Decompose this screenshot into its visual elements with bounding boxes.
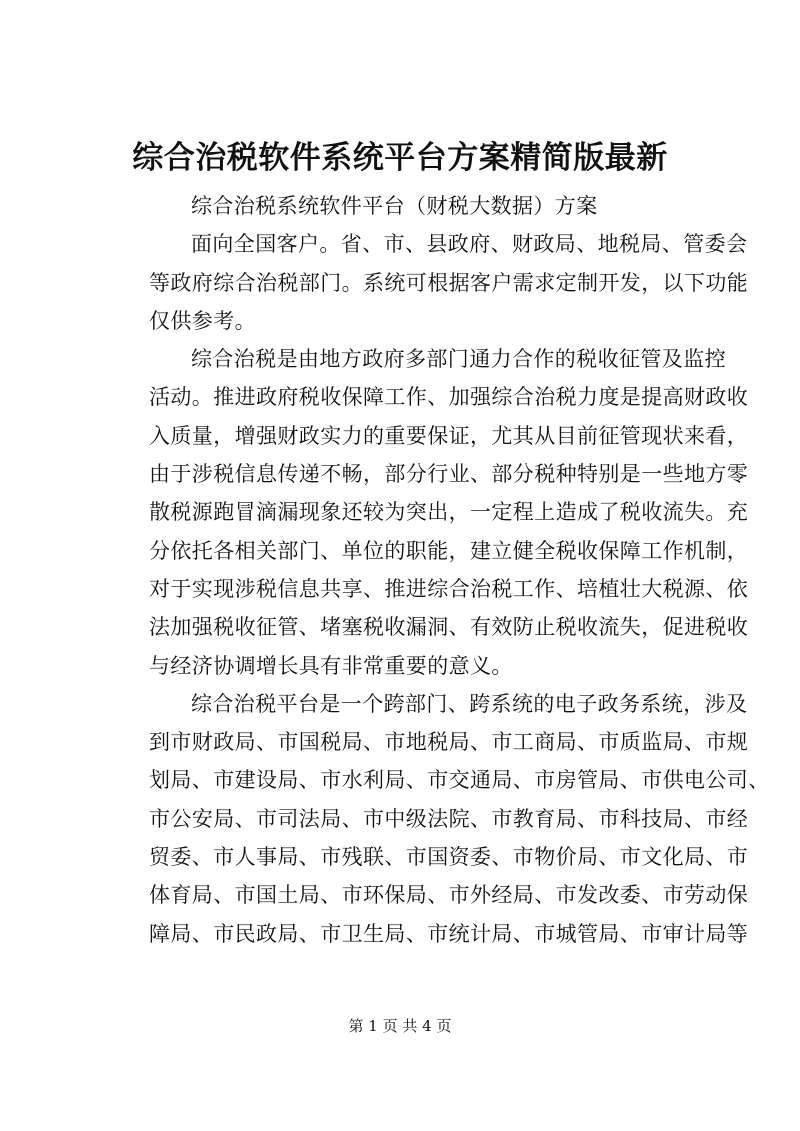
paragraph-line: 分依托各相关部门、单位的职能，建立健全税收保障工作机制， [149,538,749,563]
paragraph-line: 由于涉税信息传递不畅，部分行业、部分税种特别是一些地方零 [149,462,749,487]
paragraph-line: 面向全国客户。省、市、县政府、财政局、地税局、管委会 [191,232,748,257]
paragraph-line: 入质量，增强财政实力的重要保证，尤其从目前征管现状来看， [149,423,749,448]
paragraph-line: 综合治税系统软件平台（财税大数据）方案 [191,194,598,218]
paragraph-line: 障局、市民政局、市卫生局、市统计局、市城管局、市审计局等 [149,921,749,946]
document-title: 综合治税软件系统平台方案精简版最新 [132,140,668,176]
paragraph-line: 市公安局、市司法局、市中级法院、市教育局、市科技局、市经 [149,806,749,831]
paragraph-3 [107,340,749,685]
paragraph-line: 贸委、市人事局、市残联、市国资委、市物价局、市文化局、市 [149,845,749,870]
document-body [107,187,770,953]
paragraph-line: 仅供参考。 [149,308,256,333]
paragraph-line: 法加强税收征管、堵塞税收漏洞、有效防止税收流失，促进税收 [149,615,749,640]
paragraph-line: 活动。推进政府税收保障工作、加强综合治税力度是提高财政收 [149,385,749,410]
paragraph-line: 体育局、市国土局、市环保局、市外经局、市发改委、市劳动保 [149,883,749,908]
paragraph-line: 散税源跑冒滴漏现象还较为突出，一定程上造成了税收流失。充 [149,500,749,525]
paragraph-line: 到市财政局、市国税局、市地税局、市工商局、市质监局、市规 [149,730,749,755]
paragraph-4 [107,685,770,953]
paragraph-2 [107,225,749,340]
page-number-footer: 第 1 页 共 4 页 [348,1017,452,1035]
paragraph-line: 综合治税平台是一个跨部门、跨系统的电子政务系统，涉及 [191,691,748,716]
paragraph-1 [107,187,703,225]
paragraph-line: 与经济协调增长具有非常重要的意义。 [149,653,513,678]
paragraph-line: 等政府综合治税部门。系统可根据客户需求定制开发，以下功能 [149,270,749,295]
paragraph-line: 综合治税是由地方政府多部门通力合作的税收征管及监控 [191,347,726,372]
paragraph-line: 对于实现涉税信息共享、推进综合治税工作、培植壮大税源、依 [149,576,749,601]
paragraph-line: 划局、市建设局、市水利局、市交通局、市房管局、市供电公司、 [149,768,770,793]
